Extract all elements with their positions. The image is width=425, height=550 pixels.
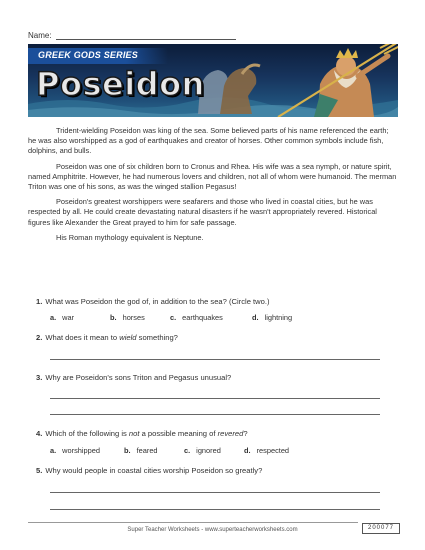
paragraph-1: Trident-wielding Poseidon was king of the sea. Some believed parts of his name referenced the earth; he was also worshipped as a god of earthquakes and creator of horses. Other common symbols include fish, dolphins, and bulls. [28, 126, 389, 156]
footer-credit: Super Teacher Worksheets - www.superteacherworksheets.com [127, 527, 298, 533]
question-4: 4. Which of the following is not a possible meaning of revered? [36, 429, 248, 438]
name-label: Name: [28, 31, 52, 40]
footer-rule [28, 522, 358, 523]
answer-line-3a[interactable] [50, 398, 380, 399]
answer-line-2[interactable] [50, 359, 380, 360]
answer-line-5b[interactable] [50, 509, 380, 510]
choice-b[interactable]: b. feared [124, 446, 158, 455]
question-number: 1. [36, 297, 43, 306]
choice-c[interactable]: c. earthquakes [170, 313, 223, 322]
question-5: 5. Why would people in coastal cities worship Poseidon so greatly? [36, 466, 263, 475]
question-1 [36, 297, 269, 306]
choice-d[interactable]: d. respected [244, 446, 290, 455]
answer-line-3b[interactable] [50, 414, 380, 415]
question-2: 2. What does it mean to wield something? [36, 333, 178, 342]
title-banner [28, 44, 398, 117]
choice-b[interactable]: b. horses [110, 313, 145, 322]
choice-d[interactable]: d. lightning [252, 313, 293, 322]
answer-line-5a[interactable] [50, 492, 380, 493]
page-title: Poseidon [36, 65, 205, 103]
choice-a[interactable]: a. worshipped [50, 446, 100, 455]
choice-c[interactable]: c. ignored [184, 446, 221, 455]
series-strip [28, 48, 168, 64]
name-field[interactable] [28, 31, 236, 40]
question-1-choices [50, 313, 312, 322]
passage [28, 126, 398, 248]
paragraph-3: Poseidon's greatest worshippers were seafarers and those who lived in coastal cities, but he was respected by all. He could create devastating natural disasters if he wasn't appropriately revered. Historical figures like Alexander the Great prayed to him for safe passage. [28, 197, 377, 227]
paragraph-2: Poseidon was one of six children born to Cronus and Rhea. His wife was a sea nymph, or nature spirit, named Amphitrite. However, he had numerous lovers and children, not all of whom were humanoid. The merman Triton was one of his sons, as was the winged stallion Pegasus! [28, 161, 397, 192]
question-text: What was Poseidon the god of, in addition to the sea? (Circle two.) [45, 297, 270, 306]
paragraph-4: His Roman mythology equivalent is Neptune. [56, 232, 204, 242]
question-4-choices [50, 446, 304, 455]
series-label: GREEK GODS SERIES [38, 50, 138, 60]
name-line[interactable] [56, 31, 236, 40]
worksheet-code: 200077 [362, 523, 400, 534]
question-3: 3. Why are Poseidon's sons Triton and Pegasus unusual? [36, 373, 232, 382]
choice-a[interactable]: a. war [50, 313, 75, 322]
